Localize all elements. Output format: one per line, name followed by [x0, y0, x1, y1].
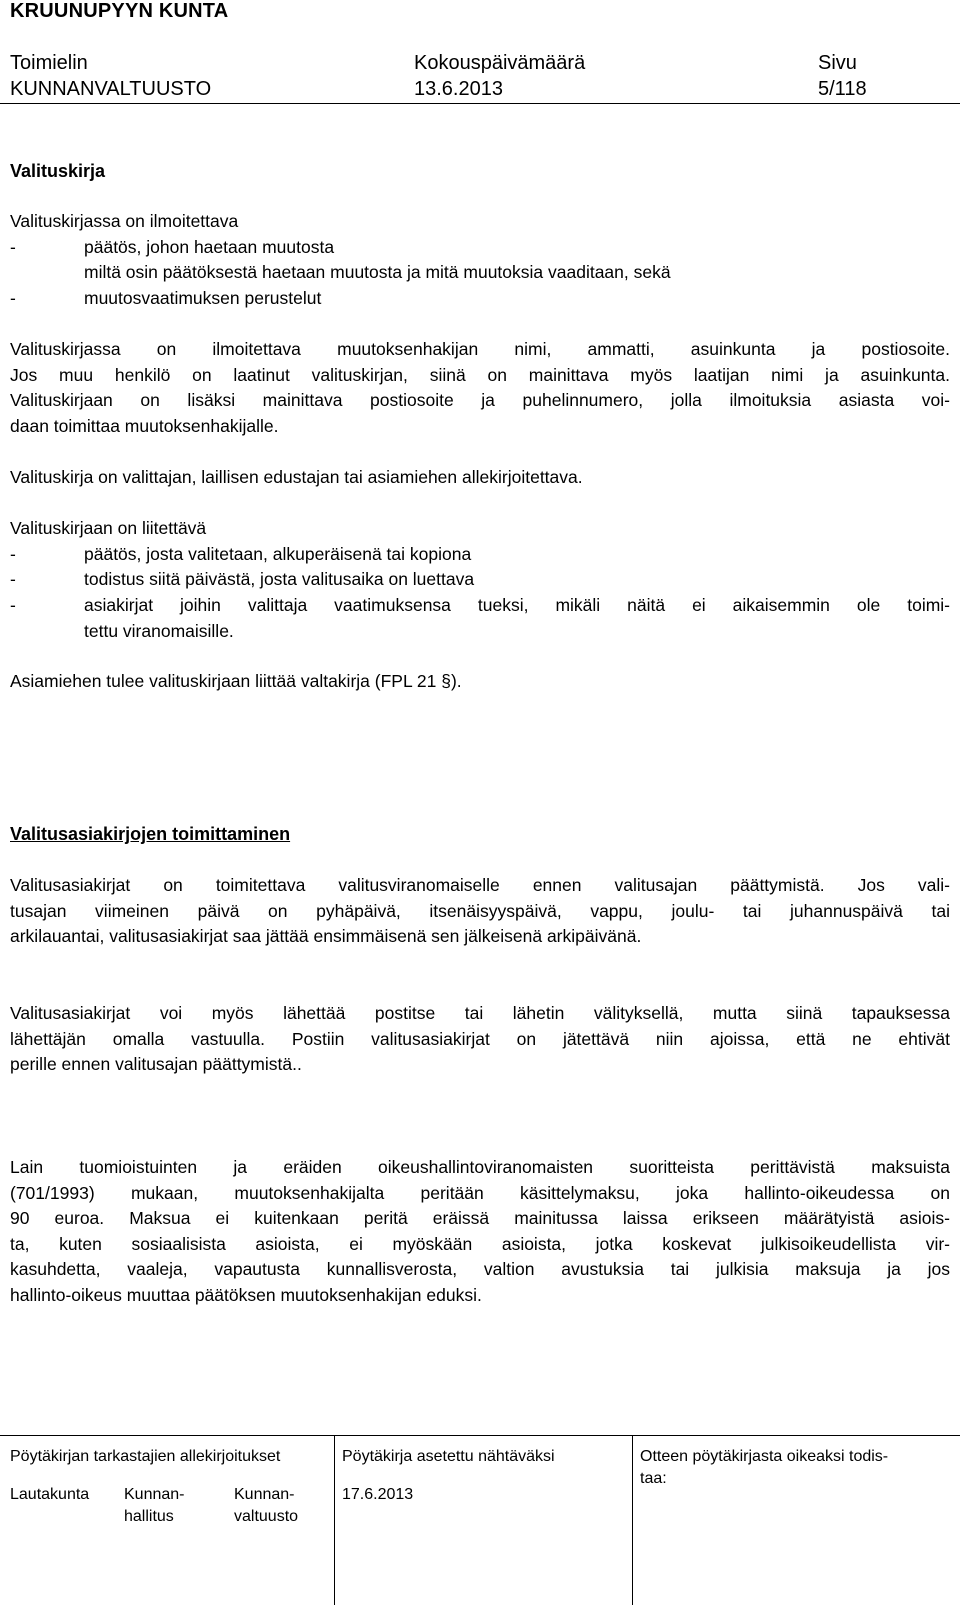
section-heading-valituskirja: Valituskirja — [10, 161, 106, 181]
paragraph-line: Valituskirjassa on ilmoitettava muutoksenhakijan nimi, ammatti, asuinkunta ja postiosoite. — [10, 339, 950, 359]
paragraph-deadline — [10, 873, 950, 950]
paragraph-processing-fee — [10, 1155, 950, 1308]
footer-signature-assembly: Kunnan- valtuusto — [234, 1486, 299, 1525]
header-divider — [0, 103, 960, 104]
paragraph-signature: Valituskirja on valittajan, laillisen edustajan tai asiamiehen allekirjoitettava. — [10, 467, 583, 487]
paragraph-line: 90 euroa. Maksua ei kuitenkaan peritä eräissä mainitussa laissa erikseen määrätyistä asiois- — [10, 1208, 950, 1228]
list-item-text: muutosvaatimuksen perustelut — [84, 288, 322, 308]
paragraph-line: ta, kuten sosiaalisista asioista, ei myöskään asioista, jotka koskevat julkisoikeudellista vir- — [10, 1233, 950, 1254]
footer-divider — [0, 1435, 960, 1436]
list-dash: - — [10, 569, 16, 589]
list-dash: - — [10, 237, 16, 257]
footer-certification-heading: Otteen pöytäkirjasta oikeaksi todis- taa: — [640, 1448, 889, 1487]
paragraph-line: arkilauantai, valitusasiakirjat saa jättää ensimmäisenä sen jälkeisenä arkipäivänä. — [10, 926, 642, 946]
footer-signature-council: Kunnan- hallitus — [124, 1486, 185, 1525]
paragraph-line: Jos muu henkilö on laatinut valituskirjan, siinä on mainittava myös laatijan nimi ja asuinkunta. — [10, 364, 950, 385]
header-date-label: Kokouspäivämäärä — [414, 52, 586, 74]
paragraph-line: Valituskirjaan on lisäksi mainittava postiosoite ja puhelinnumero, jolla ilmoituksia asiasta voi- — [10, 390, 950, 410]
section-symbol: § — [441, 671, 451, 691]
list-item-text: päätös, josta valitetaan, alkuperäisenä tai kopiona — [84, 544, 472, 564]
list-dash: - — [10, 544, 16, 564]
paragraph-line: (701/1993) mukaan, muutoksenhakijalta peritään käsittelymaksu, joka hallinto-oikeudessa on — [10, 1182, 950, 1203]
footer-signature-board: Lautakunta — [10, 1486, 90, 1503]
paragraph-text: Asiamiehen tulee valituskirjaan liittää valtakirja (FPL 21 §). — [10, 671, 462, 691]
attachments-intro: Valituskirjaan on liitettävä — [10, 518, 207, 538]
header-body-value: KUNNANVALTUUSTO — [10, 78, 212, 100]
list-dash: - — [10, 288, 16, 308]
paragraph-line: kasuhdetta, vaaleja, vapautusta kunnallisverosta, valtion avustuksia tai julkisia maksuja ja jos — [10, 1259, 950, 1279]
section-heading-toimittaminen: Valitusasiakirjojen toimittaminen — [10, 824, 291, 844]
header-page-value: 5/118 — [818, 78, 867, 100]
footer-display-heading: Pöytäkirja asetettu nähtäväksi — [342, 1448, 555, 1465]
header-date-value: 13.6.2013 — [414, 78, 503, 100]
paragraph-line: hallinto-oikeus muuttaa päätöksen muutoksenhakijan eduksi. — [10, 1284, 482, 1305]
paragraph-line: perille ennen valitusajan päättymistä.. — [10, 1054, 302, 1074]
list-item-text: päätös, johon haetaan muutosta — [84, 237, 335, 257]
list-item-text: miltä osin päätöksestä haetaan muutosta ja mitä muutoksia vaaditaan, sekä — [84, 262, 671, 282]
paragraph-line: tusajan viimeinen päivä on pyhäpäivä, itsenäisyyspäivä, vappu, joulu- tai juhannuspäivä tai — [10, 900, 950, 921]
paragraph-line: Valitusasiakirjat voi myös lähettää postitse tai lähetin välityksellä, mutta siinä tapauksessa — [10, 1003, 950, 1023]
footer-column-divider — [632, 1435, 633, 1605]
paragraph-requirements — [10, 337, 950, 439]
paragraph-mail-delivery — [10, 1001, 950, 1078]
list-dash: - — [10, 595, 16, 615]
footer-column-divider — [334, 1435, 335, 1605]
paragraph-line: Valitusasiakirjat on toimitettava valitusviranomaiselle ennen valitusajan päättymistä. Jos vali- — [10, 875, 950, 895]
header-body-label: Toimielin — [10, 52, 88, 74]
valituskirja-intro: Valituskirjassa on ilmoitettava — [10, 211, 239, 231]
paragraph-line: lähettäjän omalla vastuulla. Postiin valitusasiakirjat on jätettävä niin ajoissa, että ne ehtivät — [10, 1028, 950, 1049]
header-page-label: Sivu — [818, 52, 857, 74]
footer-signatures-heading: Pöytäkirjan tarkastajien allekirjoitukset — [10, 1448, 281, 1465]
paragraph-line: Lain tuomioistuinten ja eräiden oikeushallintoviranomaisten suoritteista perittävistä maksuista — [10, 1157, 950, 1177]
paragraph-power-of-attorney — [10, 669, 462, 695]
footer-display-date: 17.6.2013 — [342, 1486, 414, 1503]
paragraph-line: daan toimittaa muutoksenhakijalle. — [10, 415, 279, 436]
list-item-text: todistus siitä päivästä, josta valitusaika on luettava — [84, 569, 475, 589]
list-item-text: tettu viranomaisille. — [84, 620, 234, 641]
list-item-text: asiakirjat joihin valittaja vaatimuksensa tueksi, mikäli näitä ei aikaisemmin ole toimi- — [84, 595, 950, 615]
organization-name: KRUUNUPYYN KUNTA — [10, 0, 229, 22]
